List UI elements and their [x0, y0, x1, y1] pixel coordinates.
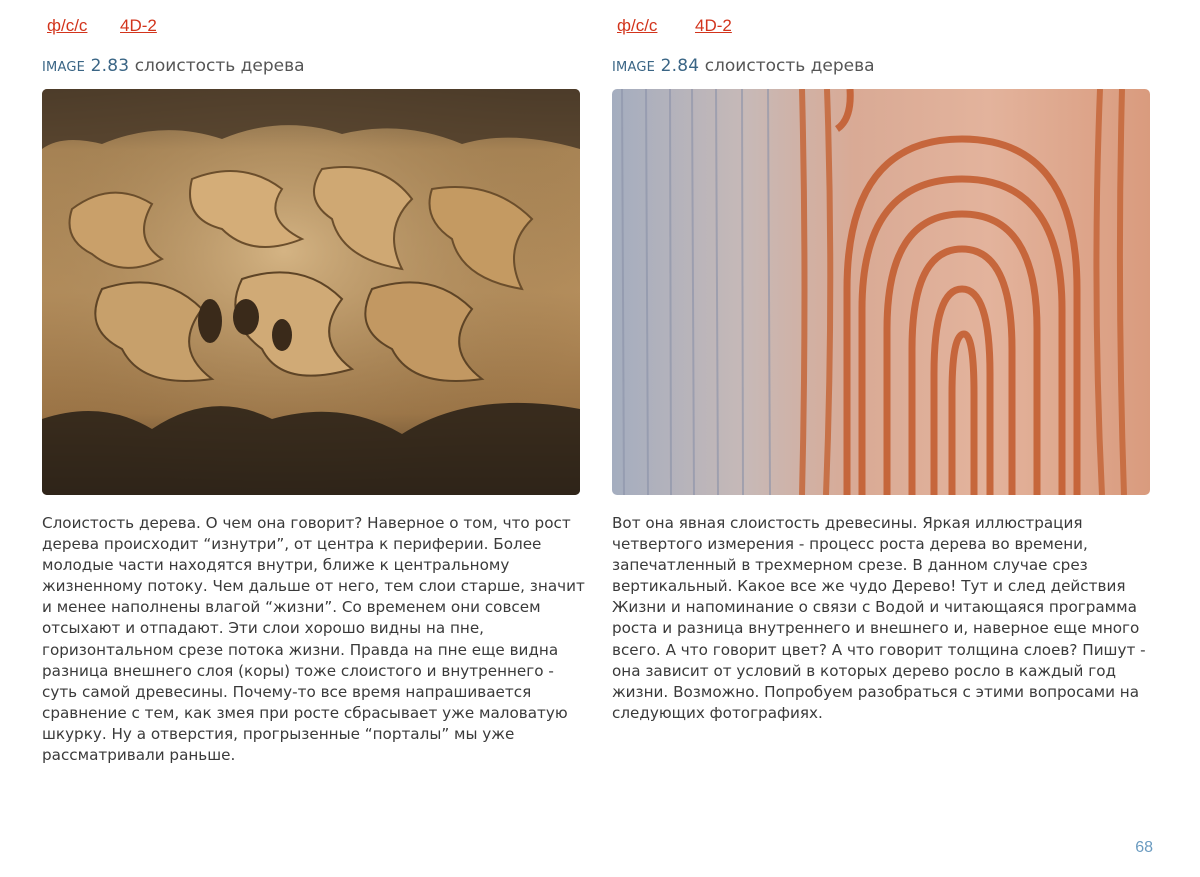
image-caption — [42, 56, 305, 76]
caption-label: IMAGE 2.84 — [612, 56, 700, 76]
right-links — [617, 16, 817, 40]
bark-layers-photo — [42, 89, 580, 495]
left-links — [47, 16, 247, 40]
4d-2-link[interactable]: 4D-2 — [120, 16, 157, 35]
bark-layers-image — [42, 89, 580, 495]
caption-text: слоистость дерева — [704, 56, 875, 76]
wood-grain-image — [612, 89, 1150, 495]
body-text: Вот она явная слоистость древесины. Яркая иллюстрация четвертого измерения - процесс роста дерева во времени, запечатленный в трехмерном срезе. В данном случае срез вертикальный. Какое все же чудо Дерево! Тут и след действия Жизни и напоминание о связи с Водой и читающаяся программа роста и разница внутреннего и внешнего и, наверное еще много всего. А что говорит цвет? А что говорит толщина слоев? Пишут - она зависит от условий в которых дерево росло в каждый год жизни. Возможно. Попробуем разобраться с этими вопросами на следующих фотографиях. — [612, 514, 1146, 722]
fss-link[interactable]: ф/с/с — [617, 16, 658, 35]
page-number: 68 — [1135, 839, 1153, 856]
caption-text: слоистость дерева — [134, 56, 305, 76]
fss-link[interactable]: ф/с/с — [47, 16, 88, 35]
4d-2-link[interactable]: 4D-2 — [695, 16, 732, 35]
wood-grain-photo — [612, 89, 1150, 495]
caption-label: IMAGE 2.83 — [42, 56, 130, 76]
image-caption — [612, 56, 875, 76]
body-text: Слоистость дерева. О чем она говорит? Наверное о том, что рост дерева происходит “изнутри”, от центра к периферии. Более молодые части находятся внутри, ближе к центральному жизненному потоку. Чем дальше от него, тем слои старше, значит и менее наполнены влагой “жизни”. Со временем они совсем отсыхают и отпадают. Эти слои хорошо видны на пне, горизонтальном срезе потока жизни. Правда на пне еще видна разница внешнего слоя (коры) тоже слоистого и внутреннего - суть самой древесины. Почему-то все время напрашивается сравнение с тем, как змея при росте сбрасывает уже маловатую шкурку. Ну а отверстия, прогрызенные “порталы” мы уже рассматривали раньше. — [42, 514, 585, 765]
